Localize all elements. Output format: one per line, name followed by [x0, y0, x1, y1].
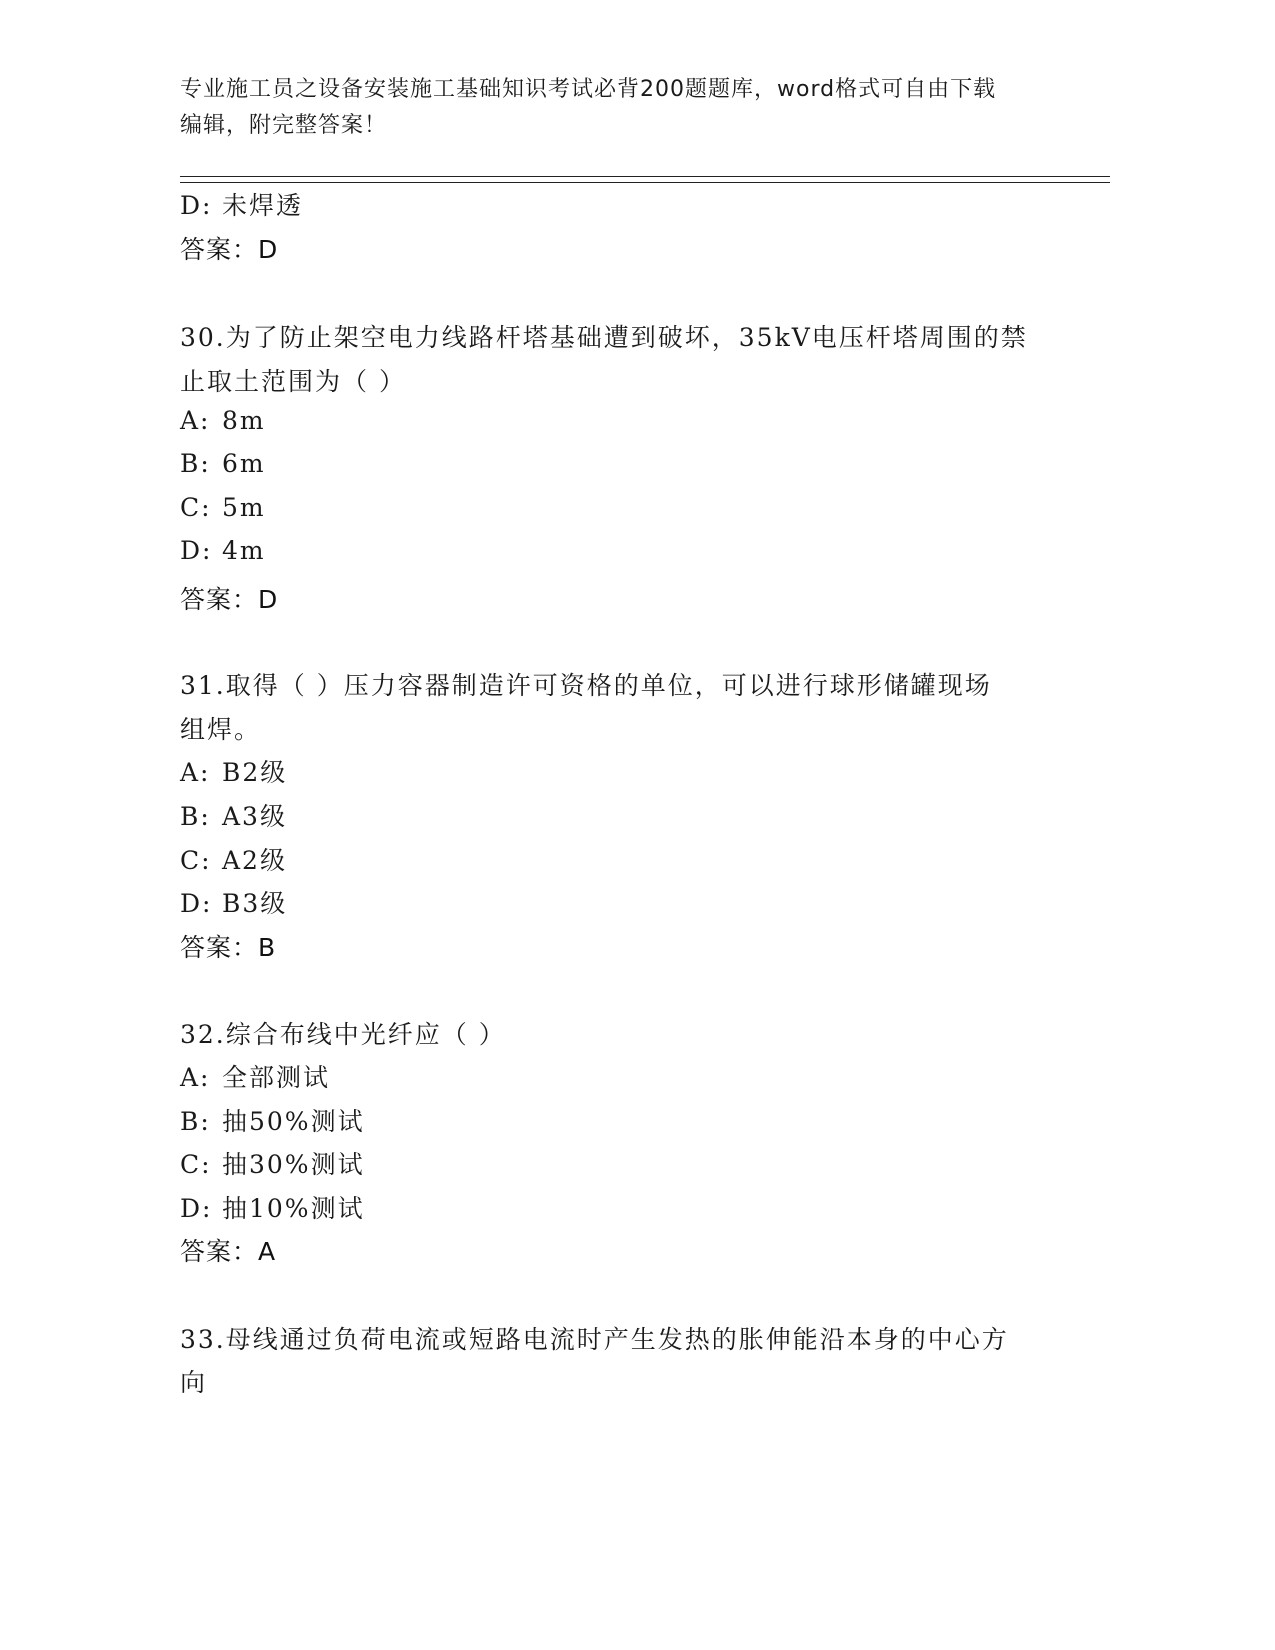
header-line-2: 编辑，附完整答案！ — [180, 113, 388, 138]
option-key: D: — [180, 1194, 213, 1223]
prev-option-d — [180, 186, 1060, 222]
option-key: C: — [180, 493, 212, 522]
option-text: 抽50%测试 — [222, 1107, 365, 1136]
option-text: 4m — [222, 536, 266, 565]
q30-stem-line-1: 30.为了防止架空电力线路杆塔基础遭到破坏，35kV电压杆塔周围的禁 — [180, 323, 1028, 352]
q30-answer: 答案：D — [180, 585, 279, 614]
document-header — [180, 72, 1040, 144]
q30-option-b — [180, 449, 1060, 478]
option-text: 抽30%测试 — [222, 1150, 365, 1179]
option-key: A: — [180, 1063, 211, 1092]
option-text: 抽10%测试 — [222, 1194, 365, 1223]
q31-answer: 答案：B — [180, 933, 277, 962]
q31-option-c — [180, 841, 1060, 877]
option-text: B2级 — [222, 758, 288, 787]
q31-stem-line-1: 31.取得（ ）压力容器制造许可资格的单位，可以进行球形储罐现场 — [180, 671, 992, 700]
option-text: A2级 — [222, 846, 287, 875]
header-divider-top — [180, 176, 1110, 177]
q30-option-c — [180, 493, 1060, 522]
header-divider-bottom — [180, 182, 1110, 183]
q32-option-a — [180, 1058, 1060, 1094]
q30-option-a — [180, 406, 1060, 435]
option-text: B3级 — [222, 889, 288, 918]
q32-option-c — [180, 1145, 1060, 1181]
q30-option-d — [180, 536, 1060, 565]
q33-stem-line-1: 33.母线通过负荷电流或短路电流时产生发热的胀伸能沿本身的中心方 — [180, 1325, 1009, 1354]
option-key: A: — [180, 406, 211, 435]
q33-stem-line-2: 向 — [180, 1368, 208, 1397]
option-key: C: — [180, 846, 212, 875]
option-text: 全部测试 — [222, 1063, 331, 1092]
q31-option-d — [180, 884, 1060, 920]
option-text: 5m — [222, 493, 266, 522]
q32-option-d — [180, 1189, 1060, 1225]
option-key: D: — [180, 889, 213, 918]
option-text: A3级 — [222, 802, 287, 831]
prev-answer: 答案：D — [180, 235, 279, 264]
option-text: 未焊透 — [222, 191, 304, 220]
option-text: 6m — [222, 449, 266, 478]
option-key: C: — [180, 1150, 212, 1179]
option-key: B: — [180, 1107, 211, 1136]
q31-option-a — [180, 753, 1060, 789]
q32-answer: 答案：A — [180, 1237, 277, 1266]
q32-option-b — [180, 1102, 1060, 1138]
option-key: A: — [180, 758, 211, 787]
option-key: B: — [180, 449, 211, 478]
option-key: D: — [180, 191, 213, 220]
q31-option-b — [180, 797, 1060, 833]
q31-stem-line-2: 组焊。 — [180, 715, 262, 744]
header-line-1: 专业施工员之设备安装施工基础知识考试必背200题题库，word格式可自由下载 — [180, 77, 997, 102]
q30-stem-line-2: 止取土范围为（ ） — [180, 367, 406, 396]
q32-stem-line-1: 32.综合布线中光纤应（ ） — [180, 1020, 506, 1049]
option-key: B: — [180, 802, 211, 831]
option-text: 8m — [222, 406, 266, 435]
option-key: D: — [180, 536, 213, 565]
